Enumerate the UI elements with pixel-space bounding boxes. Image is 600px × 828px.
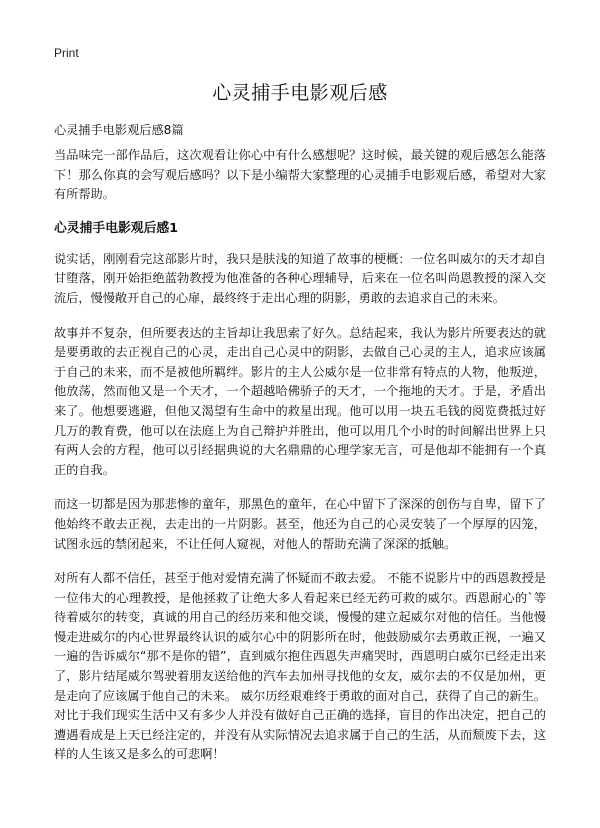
body-paragraph-1: 说实话，刚刚看完这部影片时，我只是肤浅的知道了故事的梗概：一位名叫威尔的天才却自甘堕落，刚开始拒绝蓝勃教授为他准备的各种心理辅导，后来在一位名叫尚恩教授的深入交流后，慢慢敞开自己的心扉，最终终于走出心理的阴影，勇敢的去追求自己的未来。 [54, 251, 546, 305]
body-paragraph-2: 故事并不复杂，但所要表达的主旨却让我思索了好久。总结起来，我认为影片所要表达的就是要勇敢的去正视自己的心灵，走出自己心灵中的阴影，去做自己心灵的主人，追求应该属于自己的未来，而不是被他所羁绊。影片的主人公威尔是一位非常有特点的人物，他叛逆，他放荡，然而他又是一个天才，一个超越哈佛骄子的天才，一个拖地的天才。于是，矛盾出来了。他想要逃避，但他又渴望有生命中的救星出现。他可以用一块五毛钱的阅览费抵过好几万的教育费，他可以在法庭上为自己辩护并胜出，他可以用几个小时的时间解出世界上只有两人会的方程，他可以引经据典说的大名鼎鼎的心理学家无言，可是他却不能拥有一个真正的自我。 [54, 325, 546, 477]
body-paragraph-4: 对所有人都不信任，甚至于他对爱情充满了怀疑而不敢去爱。 不能不说影片中的西恩教授是一位伟大的心理教授，是他拯救了让绝大多人看起来已经无药可救的威尔。西恩耐心的`等待着威尔的转变，真诚的用自己的经历来和他交谈，慢慢的建立起威尔对他的信任。当他慢慢走进威尔的内心世界最终认识的威尔心中的阴影所在时，他鼓励威尔去勇敢正视，一遍又一遍的告诉威尔“那不是你的错”，直到威尔抱住西恩失声痛哭时，西恩明白威尔已经走出来了，影片结尾威尔驾驶着朋友送给他的汽车去加州寻找他的女友，威尔去的不仅是加州，更是走向了应该属于他自己的未来。 威尔历经艰难终于勇敢的面对自己，获得了自己的新生。对比于我们现实生活中又有多少人并没有做好自己正确的选择，盲目的作出决定，把自己的遭遇看成是上天已经注定的，并没有从实际情况去追求属于自己的生活，从而颓废下去，这样的人生该又是多么的可悲啊！ [54, 571, 546, 762]
page-title: 心灵捕手电影观后感 [212, 82, 388, 104]
article-subtitle: 心灵捕手电影观后感8篇 [54, 123, 184, 137]
article-body [54, 146, 546, 780]
section-heading: 心灵捕手电影观后感1 [54, 220, 179, 236]
print-link[interactable]: Print [54, 46, 79, 60]
body-paragraph-3: 而这一切都是因为那悲惨的童年，那黑色的童年，在心中留下了深深的创伤与自卑，留下了他始终不敢去正视，去走出的一片阴影。甚至，他还为自己的心灵安装了一个厚厚的囚笼，试图永远的禁闭起来，不让任何人窥视，对他人的帮助充满了深深的抵触。 [54, 497, 546, 551]
intro-paragraph: 当品味完一部作品后，这次观看让你心中有什么感想呢？这时候，最关键的观后感怎么能落下！那么你真的会写观后感吗？以下是小编帮大家整理的心灵捕手电影观后感，希望对大家有所帮助。 [54, 148, 546, 202]
